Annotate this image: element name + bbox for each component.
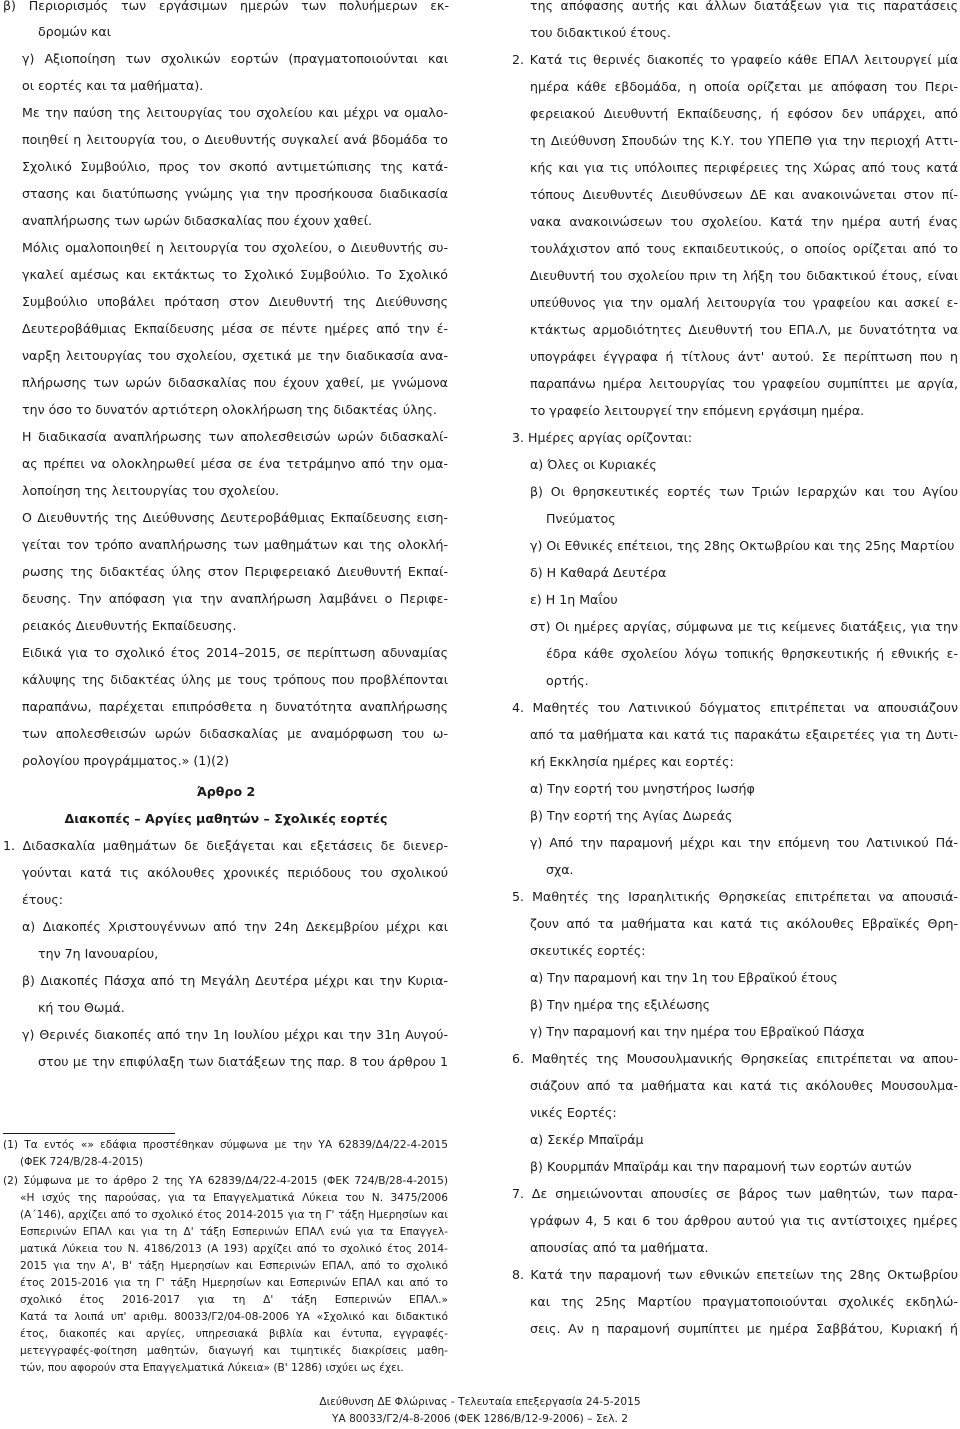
left-line: Μόλις ομαλοποιηθεί η λειτουργία του σχολείου, ο Διευθυντής συ- <box>22 240 448 255</box>
article-line: κή του Θωμά. <box>38 1000 125 1015</box>
right-line: β) Την ημέρα της εξιλέωσης <box>530 997 710 1012</box>
article-line: α) Διακοπές Χριστουγέννων από την 24η Δεκεμβρίου μέχρι και <box>22 919 448 934</box>
left-line: πλήρωσης των ωρών διδασκαλίας που έχουν χαθεί, με γνώμονα <box>22 375 448 390</box>
article-line: την 7η Ιανουαρίου, <box>38 946 159 961</box>
footnote-line: έτος, διακοπές και αργίες, υπηρεσιακά βιβλία και έντυπα, εγγραφές- <box>20 1328 448 1340</box>
right-line: από τα μαθήματα και κατά τις παρακάτω εξαιρετέες για τη Δυτι- <box>530 727 958 742</box>
footnote-line: «Η ισχύς της παρούσας, για τα Επαγγελματικά Λύκεια του Ν. 3475/2006 <box>20 1192 448 1204</box>
right-line: σκευτικές εορτές: <box>530 943 646 958</box>
right-line: δ) Η Καθαρά Δευτέρα <box>530 565 667 580</box>
left-line: Ειδικά για το σχολικό έτος 2014–2015, σε περίπτωση αδυναμίας <box>22 645 448 660</box>
right-line: έδρα κάθε σχολείου λόγω τοπικής θρησκευτικής ή εθνικής ε- <box>546 646 958 661</box>
right-line: και της 25ης Μαρτίου πραγματοποιούνται σχολικές εκδηλώ- <box>530 1294 958 1309</box>
left-line: γ) Αξιοποίηση των σχολικών εορτών (πραγματοποιούνται και <box>22 51 448 66</box>
right-line: α) Όλες οι Κυριακές <box>530 457 657 472</box>
right-line: 6. Μαθητές της Μουσουλμανικής Θρησκείας επιτρέπεται να απου- <box>512 1051 958 1066</box>
right-line: γ) Οι Εθνικές επέτειοι, της 28ης Οκτωβρίου και της 25ης Μαρτίου <box>530 538 955 553</box>
article-line: στου με την επιφύλαξη των διατάξεων της παρ. 8 του άρθρου 1 <box>38 1054 448 1069</box>
right-line: στ) Οι ημέρες αργίας, σύμφωνα με τις κείμενες διατάξεις, για την <box>530 619 958 634</box>
right-line: σχα. <box>546 862 574 877</box>
right-line: ημέρα κάθε εβδομάδα, η οποία ορίζεται με απόφαση του Περι- <box>530 79 958 94</box>
right-line: γ) Την παραμονή και την ημέρα του Εβραϊκού Πάσχα <box>530 1024 865 1039</box>
right-line: α) Την παραμονή και την 1η του Εβραϊκού έτους <box>530 970 838 985</box>
right-line: 2. Κατά τις θερινές διακοπές το γραφείο κάθε ΕΠΑΛ λειτουργεί μία <box>512 52 958 67</box>
footnote-line: (ΦΕΚ 724/Β/28-4-2015) <box>20 1156 144 1168</box>
right-line: α) Σεκέρ Μπαϊράμ <box>530 1132 644 1147</box>
footnote-line: μετεγγραφές-φοίτηση μαθητών, διαγωγή και τιμητικές διακρίσεις μαθη- <box>20 1345 448 1357</box>
right-line: α) Την εορτή του μνηστήρος Ιωσήφ <box>530 781 755 796</box>
right-line: απουσίας από τα μαθήματα. <box>530 1240 709 1255</box>
right-line: υπεύθυνος για την ομαλή λειτουργία του γραφείου και ασκεί ε- <box>530 295 958 310</box>
article-line: 1. Διδασκαλία μαθημάτων δε διεξάγεται και εξετάσεις δε διενερ- <box>3 838 448 853</box>
right-line: κτάκτως αρμοδιότητες Διευθυντή του ΕΠΑ.Λ, με δυνατότητα να <box>530 322 958 337</box>
right-line: 4. Μαθητές του Λατινικού δόγματος επιτρέπεται να απουσιάζουν <box>512 700 958 715</box>
left-line: γείται τον τρόπο αναπλήρωσης των μαθημάτων και της ολοκλή- <box>22 537 448 552</box>
right-line: ζουν από τα μαθήματα και κατά τις ακόλουθες Εβραϊκές Θρη- <box>530 916 958 931</box>
left-line: Με την παύση της λειτουργίας του σχολείου και μέχρι να ομαλο- <box>22 105 448 120</box>
footnote-line: 2015 για την Α', Β' τάξη Ημερησίων και Εσπερινών ΕΠΑΛ, από το σχολικό <box>20 1260 448 1272</box>
left-line: Η διαδικασία αναπλήρωσης των απολεσθεισών ωρών διδασκαλί- <box>22 429 448 444</box>
left-line: ποιηθεί η λειτουργία του, ο Διευθυντής συγκαλεί ανά βδομάδα το <box>22 132 448 147</box>
right-line: Διευθυντή του σχολείου πριν τη λήξη του διδακτικού έτους, είναι <box>530 268 958 283</box>
left-line: αναπλήρωσης των ωρών διδασκαλίας που έχουν χαθεί. <box>22 213 372 228</box>
left-line: Σχολικό Συμβούλιο, προς τον σκοπό αντιμετώπισης της κατά- <box>22 159 448 174</box>
left-line: δευσης. Την απόφαση για την αναπλήρωση λαμβάνει ο Περιφε- <box>22 591 448 606</box>
left-line: στασης και διατύπωσης γνώμης για την προσήκουσα διαδικασία <box>22 186 448 201</box>
right-line: β) Οι θρησκευτικές εορτές των Τριών Ιεραρχών και του Αγίου <box>530 484 958 499</box>
right-line: τη Διεύθυνση Σπουδών της Κ.Υ. του ΥΠΕΠΘ για την περιοχή Αττι- <box>530 133 958 148</box>
left-line: κάλυψης της διδακτέας ύλης με τους τρόπους που προβλέπονται <box>22 672 448 687</box>
right-line: της απόφασης αυτής και άλλων διατάξεων για τις παρατάσεις <box>530 0 958 13</box>
article-line: γ) Θερινές διακοπές από την 1η Ιουλίου μέχρι και την 31η Αυγού- <box>22 1027 448 1042</box>
footer-line-2: ΥΑ 80033/Γ2/4-8-2006 (ΦΕΚ 1286/Β/12-9-2006) – Σελ. 2 <box>331 1413 629 1425</box>
footnote-line: (Α΄146), αρχίζει από το σχολικό έτος 2014-2015 για τη Γ' τάξη Ημερησίων και <box>20 1209 448 1221</box>
right-line: β) Την εορτή της Αγίας Δωρεάς <box>530 808 733 823</box>
left-line: ναρξη λειτουργίας του σχολείου, σχετικά με την διαδικασία ανα- <box>22 348 448 363</box>
right-line: νακα ανακοινώσεων του σχολείου. Κατά την ημέρα αυτή ένας <box>530 214 958 229</box>
right-line: 5. Μαθητές της Ισραηλιτικής Θρησκείας επιτρέπεται να απουσιά- <box>512 889 958 904</box>
footnote-separator <box>3 1133 175 1134</box>
right-line: το γραφείο λειτουργεί την επόμενη εργάσιμη ημέρα. <box>530 403 865 418</box>
right-line: γ) Από την παραμονή μέχρι και την επόμενη του Λατινικού Πά- <box>530 835 958 850</box>
left-line: δρομών και <box>38 24 111 39</box>
left-line: β) Περιορισμός των εργάσιμων ημερών των πολυήμερων εκ- <box>3 0 449 13</box>
left-line: γκαλεί αμέσως και εκτάκτως το Σχολικό Συμβούλιο. Το Σχολικό <box>22 267 448 282</box>
left-line: των απολεσθεισών ωρών διδασκαλίας με αναμόρφωση του ω- <box>22 726 448 741</box>
article-line: β) Διακοπές Πάσχα από τη Μεγάλη Δευτέρα μέχρι και την Κυρια- <box>22 973 448 988</box>
footnote-line: τών, που αφορούν στα Επαγγελματικά Λύκεια» (Β' 1286) ισχύει ως έχει. <box>20 1362 404 1374</box>
right-line: τόπους Διευθυντές Διευθύνσεων ΔΕ και ανακοινώνεται στον πί- <box>530 187 958 202</box>
footnote-line: έτος 2015-2016 για τη Γ' τάξη Ημερησίων και Εσπερινών ΕΠΑΛ και από το <box>20 1277 448 1289</box>
article-line: έτους: <box>22 892 64 907</box>
left-line: την όσο το δυνατόν αρτιότερη ολοκλήρωση της διδακτέας ύλης. <box>22 402 437 417</box>
left-line: ρωσης της διδακτέας ύλης στον Περιφερειακό Διευθυντή Εκπαί- <box>22 564 448 579</box>
left-line: ρολογίου προγράμματος.» (1)(2) <box>22 753 229 768</box>
right-line: σεις. Αν η παραμονή συμπίπτει με ημέρα Σαββάτου, Κυριακή ή <box>530 1321 958 1336</box>
right-line: γράφων 4, 5 και 6 του άρθρου αυτού για τις αντίστοιχες ημέρες <box>530 1213 958 1228</box>
right-line: 3. Ημέρες αργίας ορίζονται: <box>512 430 693 445</box>
right-line: του διδακτικού έτους. <box>530 25 672 40</box>
footnote-line: (1) Τα εντός «» εδάφια προστέθηκαν σύμφωνα με την ΥΑ 62839/Δ4/22-4-2015 <box>3 1139 448 1151</box>
left-line: λοποίηση της λειτουργίας του σχολείου. <box>22 483 280 498</box>
footnote-line: σχολικό έτος 2016-2017 για τη Δ' τάξη Εσπερινών ΕΠΑΛ.» <box>20 1294 448 1306</box>
right-line: κή Εκκλησία ημέρες και εορτές: <box>530 754 734 769</box>
right-line: νικές Εορτές: <box>530 1105 617 1120</box>
right-line: ε) Η 1η Μαΐου <box>530 592 618 607</box>
footnote-line: Εσπερινών ΕΠΑΛ και για τη Δ' τάξη Εσπερινών ΕΠΑΛ ενώ για τα Επαγγελ- <box>20 1226 448 1238</box>
footer-line-1: Διεύθυνση ΔΕ Φλώρινας - Τελευταία επεξεργασία 24-5-2015 <box>319 1396 641 1408</box>
right-line: 7. Δε σημειώνονται απουσίες σε βάρος των μαθητών, των παρα- <box>512 1186 958 1201</box>
article-subtitle: Διακοπές – Αργίες μαθητών – Σχολικές εορτές <box>64 811 388 826</box>
left-line: Δευτεροβάθμιας Εκπαίδευσης μέσα σε πέντε ημέρες από την έ- <box>22 321 448 336</box>
article-line: γούνται κατά τις ακόλουθες χρονικές περιόδους του σχολικού <box>22 865 448 880</box>
left-line: ρειακός Διευθυντής Εκπαίδευσης. <box>22 618 237 633</box>
right-line: υπογράφει έγγραφα ή τίτλους άντ' αυτού. Σε περίπτωση που η <box>530 349 958 364</box>
right-line: 8. Κατά την παραμονή των εθνικών επετείων της 28ης Οκτωβρίου <box>512 1267 958 1282</box>
right-line: παραπάνω ημέρα λειτουργίας του γραφείου συμπίπτει με αργία, <box>530 376 958 391</box>
footnote-line: ματικά Λύκεια του Ν. 4186/2013 (Α 193) αρχίζει από το σχολικό έτος 2014- <box>20 1243 448 1255</box>
left-line: Ο Διευθυντής της Διεύθυνσης Δευτεροβάθμιας Εκπαίδευσης ειση- <box>22 510 448 525</box>
right-line: β) Κουρμπάν Μπαϊράμ και την παραμονή των εορτών αυτών <box>530 1159 912 1174</box>
footnote-line: (2) Σύμφωνα με το άρθρο 2 της ΥΑ 62839/Δ4/22-4-2015 (ΦΕΚ 724/Β/28-4-2015) <box>3 1175 448 1187</box>
right-line: τουλάχιστον από τους εκπαιδευτικούς, ο οποίος ορίζεται από το <box>530 241 958 256</box>
right-line: Πνεύματος <box>546 511 616 526</box>
right-line: ορτής. <box>546 673 589 688</box>
right-line: κής και για τις υπόλοιπες περιφέρειες της Χώρας από τους κατά <box>530 160 958 175</box>
left-line: οι εορτές και τα μαθήματα). <box>22 78 204 93</box>
right-line: φερειακού Διευθυντή Εκπαίδευσης, ή εφόσον δεν υπάρχει, από <box>530 106 958 121</box>
left-line: ας πρέπει να ολοκληρωθεί μέσα σε ένα τετράμηνο από την ομα- <box>22 456 448 471</box>
right-line: σιάζουν από τα μαθήματα και κατά τις ακόλουθες Μουσουλμα- <box>530 1078 958 1093</box>
footnote-line: Κατά τα λοιπά υπ' αριθμ. 80033/Γ2/04-08-2006 ΥΑ «Σχολικό και διδακτικό <box>20 1311 448 1323</box>
article-title: Άρθρο 2 <box>196 784 256 799</box>
left-line: Συμβούλιο υποβάλει πρόταση στον Διευθυντή της Διεύθυνσης <box>22 294 448 309</box>
left-line: παραπάνω, παρέχεται επιπρόσθετα η δυνατότητα αναπλήρωσης <box>22 699 448 714</box>
